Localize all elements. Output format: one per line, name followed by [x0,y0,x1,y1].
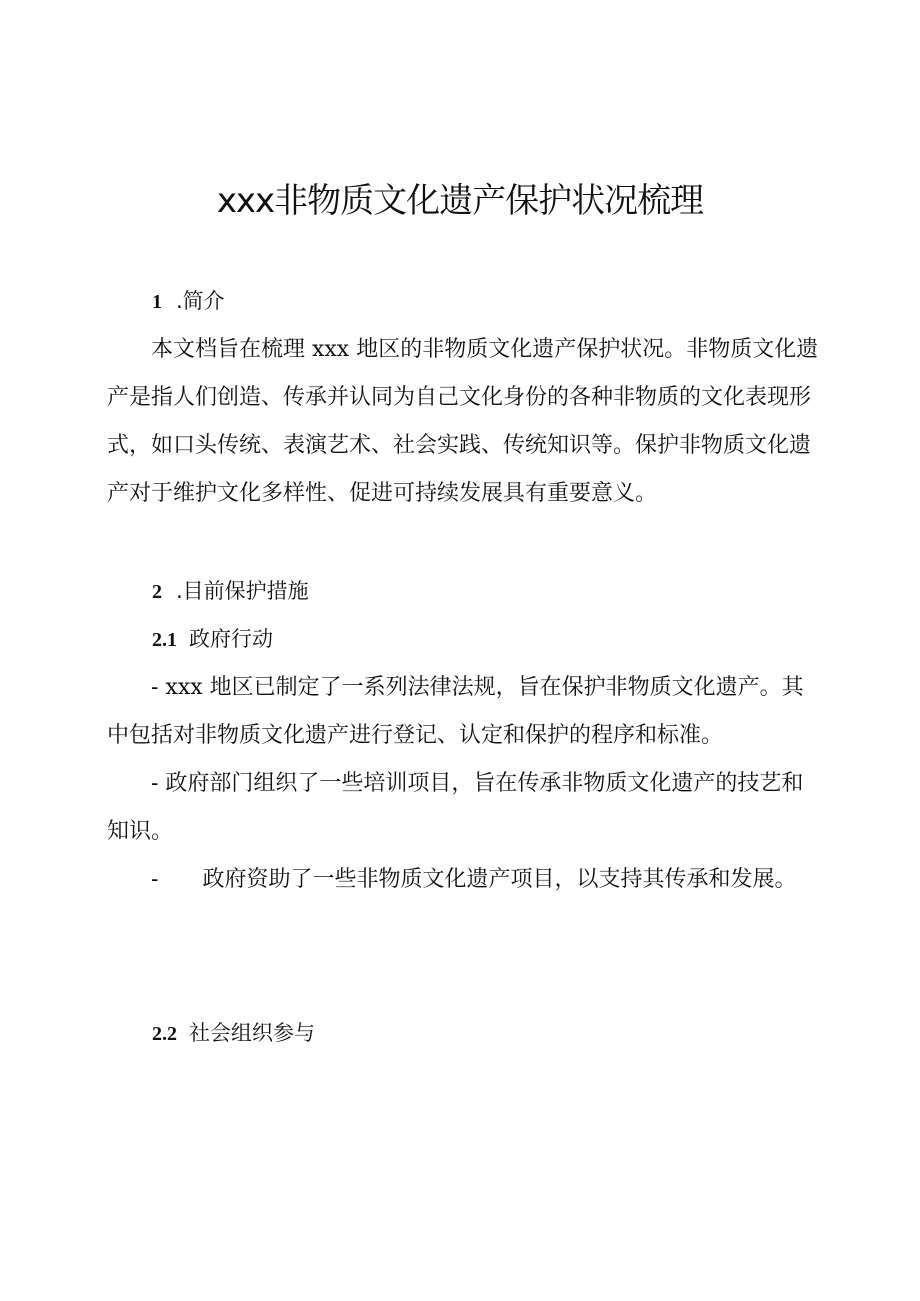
subsection-label: 社会组织参与 [189,1021,315,1045]
document-title: xxx非物质文化遗产保护状况梳理 [216,181,704,221]
gov-item-2 [107,760,823,856]
subsection-label: 政府行动 [189,627,273,651]
section-heading-measures [152,576,309,607]
section-label: .简介 [176,289,225,313]
section-number: 1 [152,291,162,313]
intro-text: 本文档旨在梳理 xxx 地区的非物质文化遗产保护状况。非物质文化遗产是指人们创造、传承并认同为自己文化身份的各种非物质的文化表现形式，如口头传统、表演艺术、社会实践、传统知识等。保护非物质文化遗产对于维护文化多样性、促进可持续发展具有重要意义。 [107,337,819,506]
gov-item-text: 政府资助了一些非物质文化遗产项目，以支持其传承和发展。 [202,867,797,892]
subsection-heading-gov [152,624,273,655]
section-heading-intro [152,286,225,317]
subsection-number: 2.2 [152,1023,177,1045]
gov-item-text: - 政府部门组织了一些培训项目，旨在传承非物质文化遗产的技艺和知识。 [107,771,804,844]
gov-item-3 [107,856,823,904]
section-number: 2 [152,581,162,603]
section-label: .目前保护措施 [176,579,309,603]
subsection-heading-social [152,1018,315,1049]
gov-item-text: - xxx 地区已制定了一系列法律法规，旨在保护非物质文化遗产。其中包括对非物质文化遗产进行登记、认定和保护的程序和标准。 [107,675,804,748]
subsection-number: 2.1 [152,629,177,651]
gov-item-1 [107,664,823,760]
intro-paragraph [107,326,823,518]
gov-item-dash: - [151,867,159,892]
